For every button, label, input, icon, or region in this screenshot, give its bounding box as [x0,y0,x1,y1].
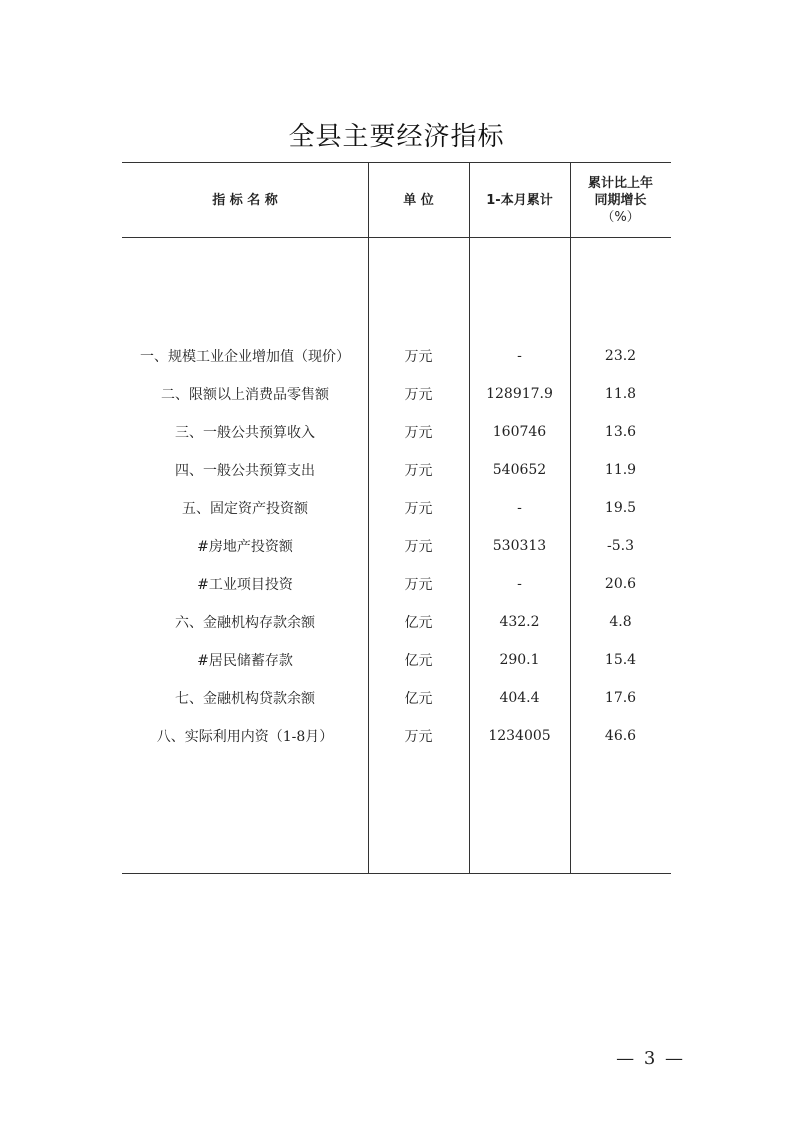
cell-cumulative: 160746 [492,424,547,440]
table-row [122,527,671,565]
header-growth-line1: 累计比上年 [587,175,653,191]
cell-growth: 11.8 [604,386,637,402]
cell-unit: 亿元 [404,615,433,631]
cell-growth: 20.6 [604,576,637,592]
cell-cumulative: 1234005 [488,728,551,744]
cell-growth: 15.4 [604,652,637,668]
cell-cumulative: 128917.9 [486,386,553,402]
cell-growth: 17.6 [604,690,637,706]
cell-cumulative: 432.2 [499,614,540,630]
table-row [122,679,671,717]
cell-name: 六、金融机构存款余额 [175,615,315,631]
cell-cumulative: 540652 [492,462,547,478]
cell-unit: 万元 [404,577,433,593]
table-row [122,413,671,451]
cell-unit: 万元 [404,501,433,517]
table-row [122,603,671,641]
cell-growth: 4.8 [609,614,632,630]
cell-growth: -5.3 [607,538,634,554]
indicators-table [122,162,671,874]
table-row [122,375,671,413]
cell-cumulative: - [517,348,522,364]
cell-name: #居民储蓄存款 [197,653,293,669]
cell-cumulative: 404.4 [499,690,540,706]
header-growth-line3: （%） [601,209,640,225]
header-name: 指 标 名 称 [212,192,278,208]
header-growth [570,163,671,237]
cell-growth: 11.9 [604,462,637,478]
table-row [122,717,671,755]
cell-cumulative: 530313 [492,538,547,554]
cell-unit: 万元 [404,463,433,479]
cell-growth: 46.6 [604,728,637,744]
cell-name: #房地产投资额 [197,539,293,555]
table-row [122,641,671,679]
table-row [122,489,671,527]
cell-name: 八、实际利用内资（1-8月） [156,729,334,745]
cell-name: #工业项目投资 [197,577,293,593]
header-unit: 单 位 [403,192,434,208]
cell-name: 五、固定资产投资额 [182,501,308,517]
cell-unit: 亿元 [404,691,433,707]
cell-growth: 19.5 [604,500,637,516]
page-number: — 3 — [616,1048,685,1069]
cell-growth: 23.2 [604,348,637,364]
cell-unit: 万元 [404,349,433,365]
cell-unit: 万元 [404,425,433,441]
header-cumulative: 1-本月累计 [486,192,553,208]
cell-unit: 万元 [404,387,433,403]
page-title: 全县主要经济指标 [288,122,505,152]
cell-unit: 亿元 [404,653,433,669]
cell-unit: 万元 [404,539,433,555]
cell-name: 二、限额以上消费品零售额 [161,387,329,403]
table-row [122,337,671,375]
cell-name: 三、一般公共预算收入 [175,425,315,441]
cell-cumulative: - [517,576,522,592]
cell-name: 七、金融机构贷款余额 [175,691,315,707]
table-row [122,451,671,489]
cell-unit: 万元 [404,729,433,745]
cell-growth: 13.6 [604,424,637,440]
table-row [122,565,671,603]
cell-name: 一、规模工业企业增加值（现价） [140,349,350,365]
cell-cumulative: 290.1 [499,652,540,668]
header-growth-line2: 同期增长 [594,192,647,208]
header-divider [122,237,671,238]
cell-name: 四、一般公共预算支出 [175,463,315,479]
cell-cumulative: - [517,500,522,516]
